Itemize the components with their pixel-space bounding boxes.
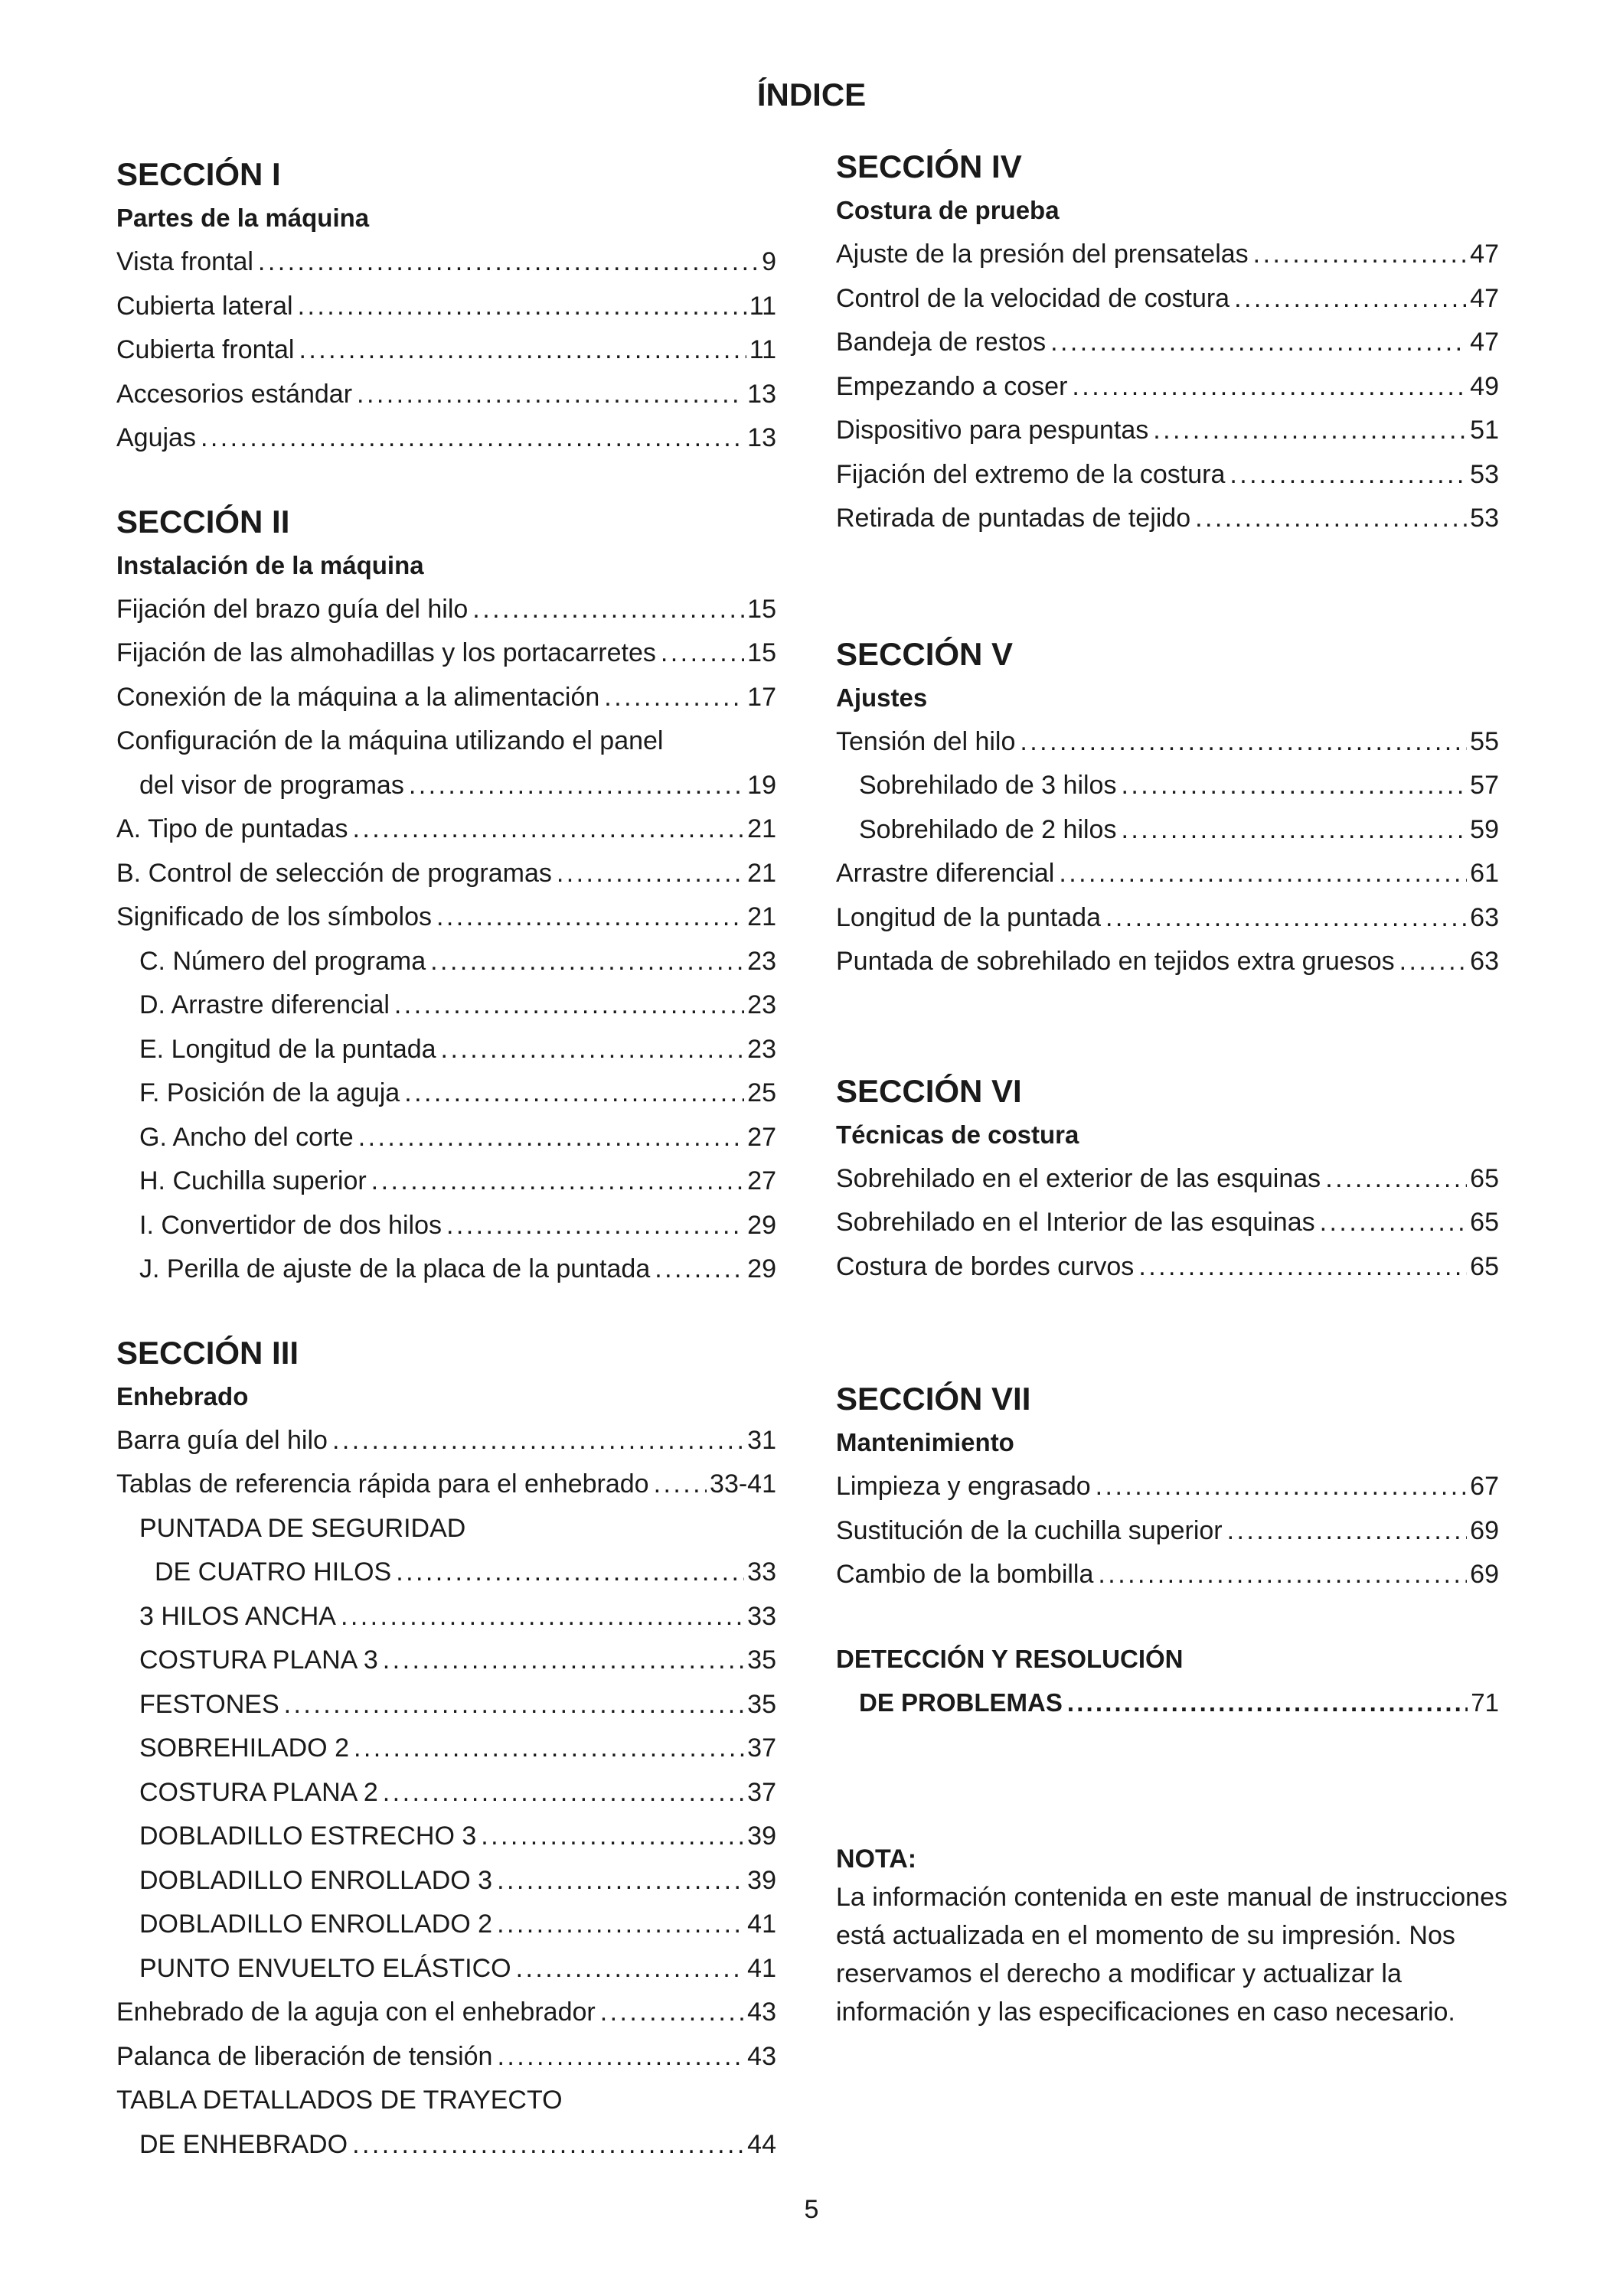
- toc-entry[interactable]: [116, 1947, 776, 1991]
- entry-text: Retirada de puntadas de tejido: [836, 504, 1191, 533]
- note-title: NOTA:: [836, 1844, 917, 1874]
- entry-text: F. Posición de la aguja: [139, 1078, 400, 1107]
- entry-page: 55: [1470, 726, 1499, 756]
- entry-page: 33: [747, 1601, 776, 1631]
- entry-text: B. Control de selección de programas: [116, 858, 552, 888]
- entry-page: 19: [747, 770, 776, 800]
- entry-page: 17: [747, 682, 776, 712]
- entry-text: H. Cuchilla superior: [139, 1166, 367, 1195]
- toc-entry[interactable]: [116, 1071, 776, 1116]
- toc-entry[interactable]: [116, 1727, 776, 1771]
- toc-entry[interactable]: [116, 895, 776, 940]
- toc-entry[interactable]: [116, 1507, 776, 1551]
- section-title: SECCIÓN V: [836, 635, 1014, 672]
- toc-entry[interactable]: [116, 1991, 776, 2035]
- note-text: La información contenida en este manual de instrucciones está actualizada en el momento de su impresión. Nos reservamos el derecho a modificar y actualizar la información y las especificaciones en caso necesario.: [836, 1882, 1507, 2027]
- entry-page: 47: [1470, 240, 1499, 269]
- entry-text: Sustitución de la cuchilla superior: [836, 1515, 1223, 1545]
- entry-page: 65: [1470, 1251, 1499, 1281]
- toc-entry[interactable]: [116, 1639, 776, 1683]
- entry-page: 35: [747, 1645, 776, 1675]
- entry-text: Conexión de la máquina a la alimentación: [116, 682, 600, 712]
- entry-text: FESTONES: [139, 1689, 279, 1719]
- entry-text: PUNTO ENVUELTO ELÁSTICO: [139, 1953, 511, 1983]
- entry-text: DOBLADILLO ENROLLADO 3: [139, 1865, 493, 1895]
- entry-text: DE PROBLEMAS: [859, 1688, 1063, 1717]
- toc-entry[interactable]: [116, 631, 776, 676]
- note-block: [836, 1840, 1507, 2031]
- entry-text: Tablas de referencia rápida para el enhebrado: [116, 1469, 649, 1499]
- entry-text: Cubierta frontal: [116, 335, 295, 364]
- entry-page: 43: [747, 2041, 776, 2071]
- toc-entry[interactable]: [116, 1116, 776, 1160]
- entry-text: Longitud de la puntada: [836, 902, 1101, 932]
- entry-page: 47: [1470, 328, 1499, 357]
- entry-page: 63: [1470, 902, 1499, 932]
- toc-entry[interactable]: [836, 1245, 1499, 1290]
- entry-page: 27: [747, 1166, 776, 1195]
- toc-entry[interactable]: [836, 1201, 1499, 1245]
- toc-entry[interactable]: [116, 1419, 776, 1463]
- toc-entry[interactable]: [116, 2035, 776, 2079]
- entry-page: 49: [1470, 371, 1499, 401]
- entry-page: 65: [1470, 1163, 1499, 1193]
- entry-text: Cambio de la bombilla: [836, 1560, 1094, 1589]
- toc-entry[interactable]: [836, 1157, 1499, 1202]
- entry-page: 11: [749, 291, 776, 321]
- entry-page: 15: [747, 594, 776, 624]
- left-column: [116, 153, 776, 2167]
- toc-entry[interactable]: [836, 277, 1499, 321]
- toc-entry[interactable]: [116, 1595, 776, 1639]
- entry-text: Limpieza y engrasado: [836, 1472, 1091, 1501]
- entry-text: E. Longitud de la puntada: [139, 1034, 436, 1064]
- toc-entry[interactable]: [116, 1247, 776, 1292]
- entry-page: 21: [747, 902, 776, 931]
- entry-text: Palanca de liberación de tensión: [116, 2041, 493, 2071]
- entry-text: DE CUATRO HILOS: [155, 1557, 392, 1587]
- entry-text: Fijación de las almohadillas y los portacarretes: [116, 638, 656, 667]
- entry-text: Vista frontal: [116, 247, 253, 276]
- entry-text: Dispositivo para pespuntas: [836, 416, 1149, 445]
- toc-entry[interactable]: [836, 808, 1499, 853]
- entry-text: Barra guía del hilo: [116, 1425, 328, 1455]
- toc-entry[interactable]: [116, 719, 776, 764]
- section-subtitle: Partes de la máquina: [116, 204, 370, 232]
- section-subtitle: Costura de prueba: [836, 196, 1060, 224]
- toc-entry[interactable]: [836, 321, 1499, 365]
- entry-page: 33: [747, 1557, 776, 1587]
- entry-page: 69: [1470, 1515, 1499, 1545]
- entry-text: DOBLADILLO ENROLLADO 2: [139, 1910, 493, 1939]
- toc-entry[interactable]: [836, 764, 1499, 808]
- toc-entry[interactable]: [116, 1463, 776, 1507]
- entry-page: 27: [747, 1122, 776, 1152]
- section-subtitle: Técnicas de costura: [836, 1120, 1079, 1149]
- toc-entry[interactable]: [116, 1771, 776, 1815]
- toc-entry[interactable]: [116, 1815, 776, 1859]
- entry-text: Sobrehilado de 3 hilos: [859, 771, 1117, 800]
- entry-text: 3 HILOS ANCHA: [139, 1601, 336, 1631]
- section-subtitle: Mantenimiento: [836, 1428, 1014, 1456]
- toc-entry[interactable]: [116, 852, 776, 896]
- entry-text: Costura de bordes curvos: [836, 1251, 1135, 1281]
- entry-text: I. Convertidor de dos hilos: [139, 1210, 442, 1240]
- entry-text: PUNTADA DE SEGURIDAD: [139, 1513, 466, 1543]
- entry-page: 23: [747, 946, 776, 976]
- entry-text: del visor de programas: [139, 770, 404, 800]
- toc-entry[interactable]: [836, 365, 1499, 409]
- section-title: SECCIÓN II: [116, 503, 290, 540]
- section-title: SECCIÓN IV: [836, 148, 1022, 184]
- toc-entry[interactable]: [836, 497, 1499, 541]
- entry-page: 35: [747, 1689, 776, 1719]
- entry-page: 61: [1470, 859, 1499, 888]
- toc-entry[interactable]: [116, 1903, 776, 1947]
- toc-entry[interactable]: [116, 588, 776, 632]
- entry-page: 43: [747, 1998, 776, 2027]
- entry-page: 59: [1470, 814, 1499, 844]
- entry-page: 67: [1470, 1472, 1499, 1501]
- toc-entry[interactable]: [116, 1551, 776, 1595]
- entry-text: Empezando a coser: [836, 371, 1068, 401]
- entry-text: Arrastre diferencial: [836, 859, 1055, 888]
- entry-page: 23: [747, 990, 776, 1019]
- entry-text: C. Número del programa: [139, 946, 426, 976]
- entry-page: 15: [747, 638, 776, 667]
- toc-entry[interactable]: [116, 373, 776, 417]
- toc-entry[interactable]: [836, 852, 1499, 896]
- entry-page: 41: [747, 1953, 776, 1983]
- section-3: [116, 1332, 776, 2167]
- entry-text: Control de la velocidad de costura: [836, 283, 1230, 313]
- entry-text: Configuración de la máquina utilizando el panel: [116, 726, 664, 755]
- toc-entry[interactable]: [116, 285, 776, 329]
- entry-text: COSTURA PLANA 2: [139, 1777, 378, 1807]
- entry-page: 31: [747, 1425, 776, 1455]
- toc-entry[interactable]: [116, 416, 776, 461]
- entry-text: Ajuste de la presión del prensatelas: [836, 240, 1249, 269]
- toc-entry[interactable]: [116, 240, 776, 285]
- entry-page: 21: [747, 858, 776, 888]
- section-title: SECCIÓN VII: [836, 1381, 1031, 1417]
- entry-text: Tensión del hilo: [836, 726, 1016, 756]
- entry-page: 57: [1470, 771, 1499, 800]
- section-5: [836, 633, 1499, 984]
- toc-entry[interactable]: [836, 1509, 1499, 1554]
- toc-entry[interactable]: [116, 1204, 776, 1248]
- entry-text: Sobrehilado en el exterior de las esquinas: [836, 1163, 1321, 1193]
- entry-page: 71: [1471, 1688, 1499, 1717]
- entry-page: 39: [747, 1865, 776, 1895]
- entry-text: Enhebrado de la aguja con el enhebrador: [116, 1998, 596, 2027]
- entry-text: Bandeja de restos: [836, 328, 1047, 357]
- entry-text: G. Ancho del corte: [139, 1122, 354, 1152]
- entry-page: 9: [762, 247, 776, 276]
- section-2: [116, 501, 776, 1292]
- entry-page: 65: [1470, 1208, 1499, 1237]
- entry-text: Cubierta lateral: [116, 291, 293, 321]
- entry-text: Sobrehilado de 2 hilos: [859, 814, 1117, 844]
- toc-entry[interactable]: [116, 807, 776, 852]
- toc-entry[interactable]: [836, 720, 1499, 765]
- toc-entry[interactable]: [836, 233, 1499, 277]
- section-subtitle: Ajustes: [836, 683, 928, 712]
- entry-text: DE ENHEBRADO: [139, 2129, 348, 2159]
- entry-page: 63: [1470, 947, 1499, 976]
- section-title: SECCIÓN VI: [836, 1072, 1022, 1109]
- entry-text: Fijación del brazo guía del hilo: [116, 594, 469, 624]
- entry-page: 33-41: [710, 1469, 776, 1499]
- entry-page: 41: [747, 1910, 776, 1939]
- entry-page: 37: [747, 1733, 776, 1763]
- entry-page: 37: [747, 1777, 776, 1807]
- entry-text: Accesorios estándar: [116, 379, 353, 409]
- section-title: SECCIÓN III: [116, 1334, 299, 1371]
- toc-entry[interactable]: [836, 453, 1499, 497]
- section-subtitle: Enhebrado: [116, 1381, 249, 1411]
- entry-text: Fijación del extremo de la costura: [836, 459, 1226, 489]
- toc-entry[interactable]: [116, 2079, 776, 2123]
- toc-entry[interactable]: [116, 764, 776, 808]
- entry-text: Sobrehilado en el Interior de las esquinas: [836, 1208, 1315, 1237]
- toc-entry[interactable]: [116, 1859, 776, 1903]
- troubleshooting-section: [836, 1637, 1499, 1725]
- entry-page: 21: [747, 814, 776, 843]
- entry-page: 25: [747, 1078, 776, 1107]
- section-1: [116, 153, 776, 461]
- entry-page: 29: [747, 1254, 776, 1283]
- entry-text: Agujas: [116, 423, 196, 452]
- entry-text: Significado de los símbolos: [116, 902, 433, 931]
- toc-entry[interactable]: [116, 940, 776, 984]
- section-4: [836, 145, 1499, 541]
- toc-entry[interactable]: [116, 1028, 776, 1072]
- toc-entry[interactable]: [116, 983, 776, 1028]
- entry-page: 23: [747, 1034, 776, 1064]
- entry-page: 39: [747, 1821, 776, 1851]
- entry-text: D. Arrastre diferencial: [139, 990, 390, 1019]
- toc-entry[interactable]: [836, 1681, 1499, 1725]
- toc-entry[interactable]: [116, 1159, 776, 1204]
- entry-text: A. Tipo de puntadas: [116, 814, 348, 843]
- entry-page: 13: [747, 423, 776, 452]
- toc-entry[interactable]: [836, 940, 1499, 984]
- section-7: [836, 1378, 1499, 1597]
- entry-text: DOBLADILLO ESTRECHO 3: [139, 1821, 477, 1851]
- entry-page: 47: [1470, 283, 1499, 313]
- troubleshooting-title[interactable]: DETECCIÓN Y RESOLUCIÓN: [836, 1644, 1184, 1673]
- page-number: 5: [804, 2195, 819, 2224]
- entry-page: 44: [747, 2129, 776, 2159]
- entry-text: TABLA DETALLADOS DE TRAYECTO: [116, 2086, 563, 2115]
- entry-page: 51: [1470, 416, 1499, 445]
- entry-page: 29: [747, 1210, 776, 1240]
- right-column: [836, 145, 1507, 2031]
- toc-entry[interactable]: [116, 676, 776, 720]
- toc-entry[interactable]: [116, 1683, 776, 1727]
- section-title: SECCIÓN I: [116, 156, 281, 192]
- entry-page: 53: [1470, 504, 1499, 533]
- toc-entry[interactable]: [116, 328, 776, 373]
- toc-entry[interactable]: [836, 1553, 1499, 1597]
- section-subtitle: Instalación de la máquina: [116, 550, 424, 579]
- page-title: ÍNDICE: [756, 77, 867, 113]
- entry-page: 53: [1470, 459, 1499, 489]
- section-6: [836, 1070, 1499, 1290]
- entry-text: Puntada de sobrehilado en tejidos extra gruesos: [836, 947, 1395, 976]
- entry-text: SOBREHILADO 2: [139, 1733, 349, 1763]
- entry-text: J. Perilla de ajuste de la placa de la puntada: [139, 1254, 651, 1283]
- toc-entry[interactable]: [836, 409, 1499, 453]
- entry-page: 69: [1470, 1560, 1499, 1589]
- entry-page: 11: [749, 335, 776, 364]
- toc-entry[interactable]: [836, 1465, 1499, 1509]
- toc-entry[interactable]: [116, 2123, 776, 2167]
- entry-text: COSTURA PLANA 3: [139, 1645, 378, 1675]
- entry-page: 13: [747, 379, 776, 409]
- toc-entry[interactable]: [836, 896, 1499, 941]
